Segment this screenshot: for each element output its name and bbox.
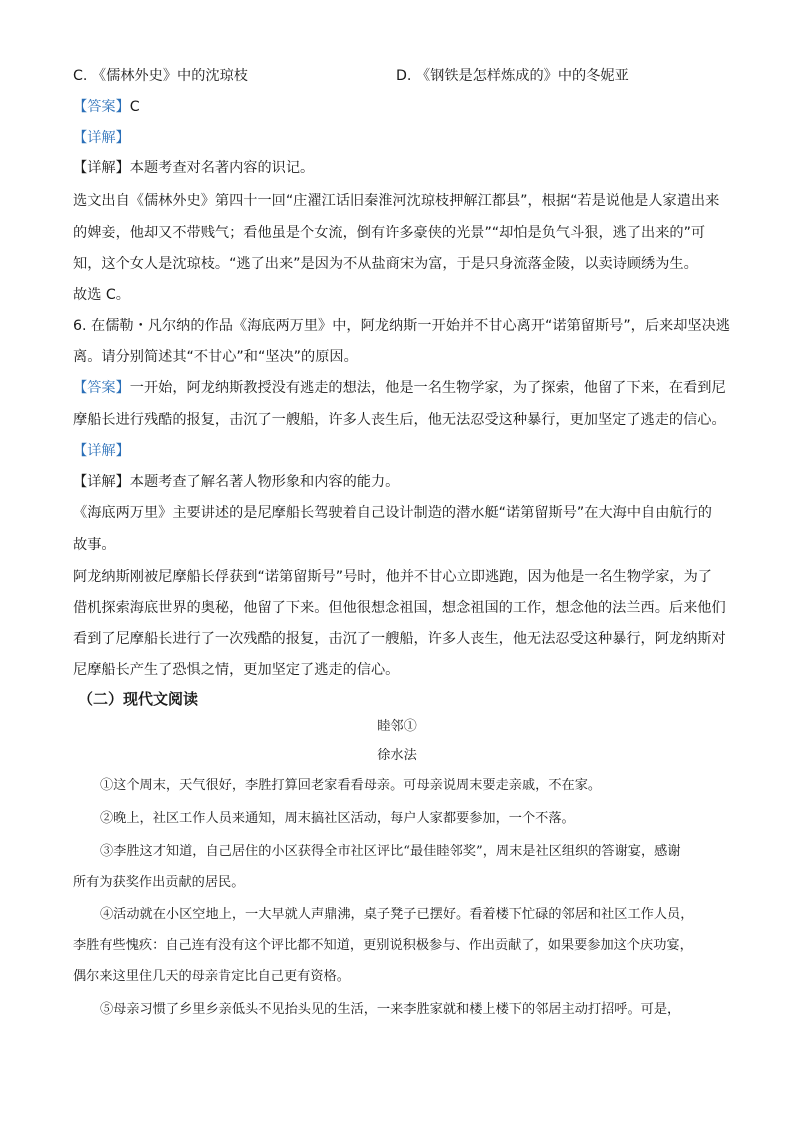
answer-tag: 【答案】 — [73, 99, 130, 115]
para-2: ②晚上，社区工作人员来通知，周末搞社区活动，每户人家都要参加，一个不落。 — [100, 811, 575, 826]
para-4-cont-2: 偶尔来这里住几天的母亲肯定比自己更有资格。 — [73, 969, 350, 984]
q5-line-1: 选文出自《儒林外史》第四十一回“庄濯江话旧秦淮河沈琼枝押解江都县”，根据“若是说他是人家遣出来 — [73, 193, 720, 209]
answer-value: C — [129, 99, 140, 115]
option-d: D. 《钢铁是怎样炼成的》中的冬妮亚 — [396, 68, 629, 84]
q6-line-5: 看到了尼摩船长进行了一次残酷的报复，击沉了一艘船，许多人丧生，他无法忍受这种暴行，阿龙纳斯对 — [73, 631, 726, 647]
article-title: 睦邻① — [377, 719, 417, 734]
article-author: 徐水法 — [377, 748, 417, 763]
q6-answer-2: 摩船长进行残酷的报复，击沉了一艘船，许多人丧生后，他无法忍受这种暴行，更加坚定了逃走的信心。 — [73, 412, 726, 428]
para-5: ⑤母亲习惯了乡里乡亲低头不见抬头见的生活，一来李胜家就和楼上楼下的邻居主动打招呼。可是， — [100, 1002, 681, 1017]
q6-question-1: 6. 在儒勒・凡尔纳的作品《海底两万里》中，阿龙纳斯一开始并不甘心离开“诺第留斯号”，后来却坚决逃 — [73, 318, 730, 334]
q6-line-4: 借机探索海底世界的奥秘，他留了下来。但他很想念祖国，想念祖国的工作，想念他的法兰西。后来他们 — [73, 600, 726, 616]
q6-line-3: 阿龙纳斯刚被尼摩船长俘获到“诺第留斯号”号时，他并不甘心立即逃跑，因为他是一名生物学家，为了 — [73, 569, 712, 585]
para-3: ③李胜这才知道，自己居住的小区获得全市社区评比“最佳睦邻奖”，周末是社区组织的答谢宴，感谢 — [100, 844, 681, 859]
answer-tag: 【答案】 — [73, 380, 130, 396]
detail-tag: 【详解】 — [73, 130, 130, 146]
q6-question-2: 离。请分别简述其“不甘心”和“坚决”的原因。 — [73, 349, 358, 365]
detail-head — [73, 472, 399, 492]
detail-head-tag: 【详解】 — [73, 474, 130, 490]
answer-text: 一开始，阿龙纳斯教授没有逃走的想法，他是一名生物学家，为了探索，他留了下来，在看到尼 — [129, 380, 726, 396]
q5-line-4: 故选 C。 — [73, 287, 130, 303]
para-4-cont-1: 李胜有些愧疚：自己连有没有这个评比都不知道，更别说积极参与、作出贡献了，如果要参加这个庆功宴， — [73, 938, 693, 953]
detail-head-text: 本题考查对名著内容的识记。 — [129, 160, 315, 176]
para-4: ④活动就在小区空地上，一大早就人声鼎沸，桌子凳子已摆好。看着楼下忙碌的邻居和社区工作人员， — [100, 907, 694, 922]
option-c: C. 《儒林外史》中的沈琼枝 — [73, 68, 248, 84]
q6-line-2: 故事。 — [73, 537, 116, 553]
q5-line-3: 知，这个女人是沈琼枝。“逃了出来”是因为不从盐商宋为富，于是只身流落金陵，以卖诗顾绣为生。 — [73, 256, 698, 272]
detail-head-tag: 【详解】 — [73, 160, 130, 176]
section-heading: （二）现代文阅读 — [78, 690, 199, 708]
answer-line — [73, 97, 140, 117]
detail-tag: 【详解】 — [73, 443, 130, 459]
detail-head-text: 本题考查了解名著人物形象和内容的能力。 — [129, 474, 400, 490]
q6-line-1: 《海底两万里》主要讲述的是尼摩船长驾驶着自己设计制造的潜水艇“诺第留斯号”在大海中自由航行的 — [73, 505, 712, 521]
q5-line-2: 的婢妾，他却又不带贱气；看他虽是个女流，倒有许多豪侠的光景”“却怕是负气斗狠，逃了出来的”可 — [73, 225, 706, 241]
para-3-cont: 所有为获奖作出贡献的居民。 — [73, 875, 245, 890]
para-1: ①这个周末，天气很好，李胜打算回老家看看母亲。可母亲说周末要走亲戚，不在家。 — [100, 778, 602, 793]
q6-line-6: 尼摩船长产生了恐惧之情，更加坚定了逃走的信心。 — [73, 662, 400, 678]
detail-head — [73, 158, 314, 178]
q6-answer-1 — [73, 378, 726, 398]
